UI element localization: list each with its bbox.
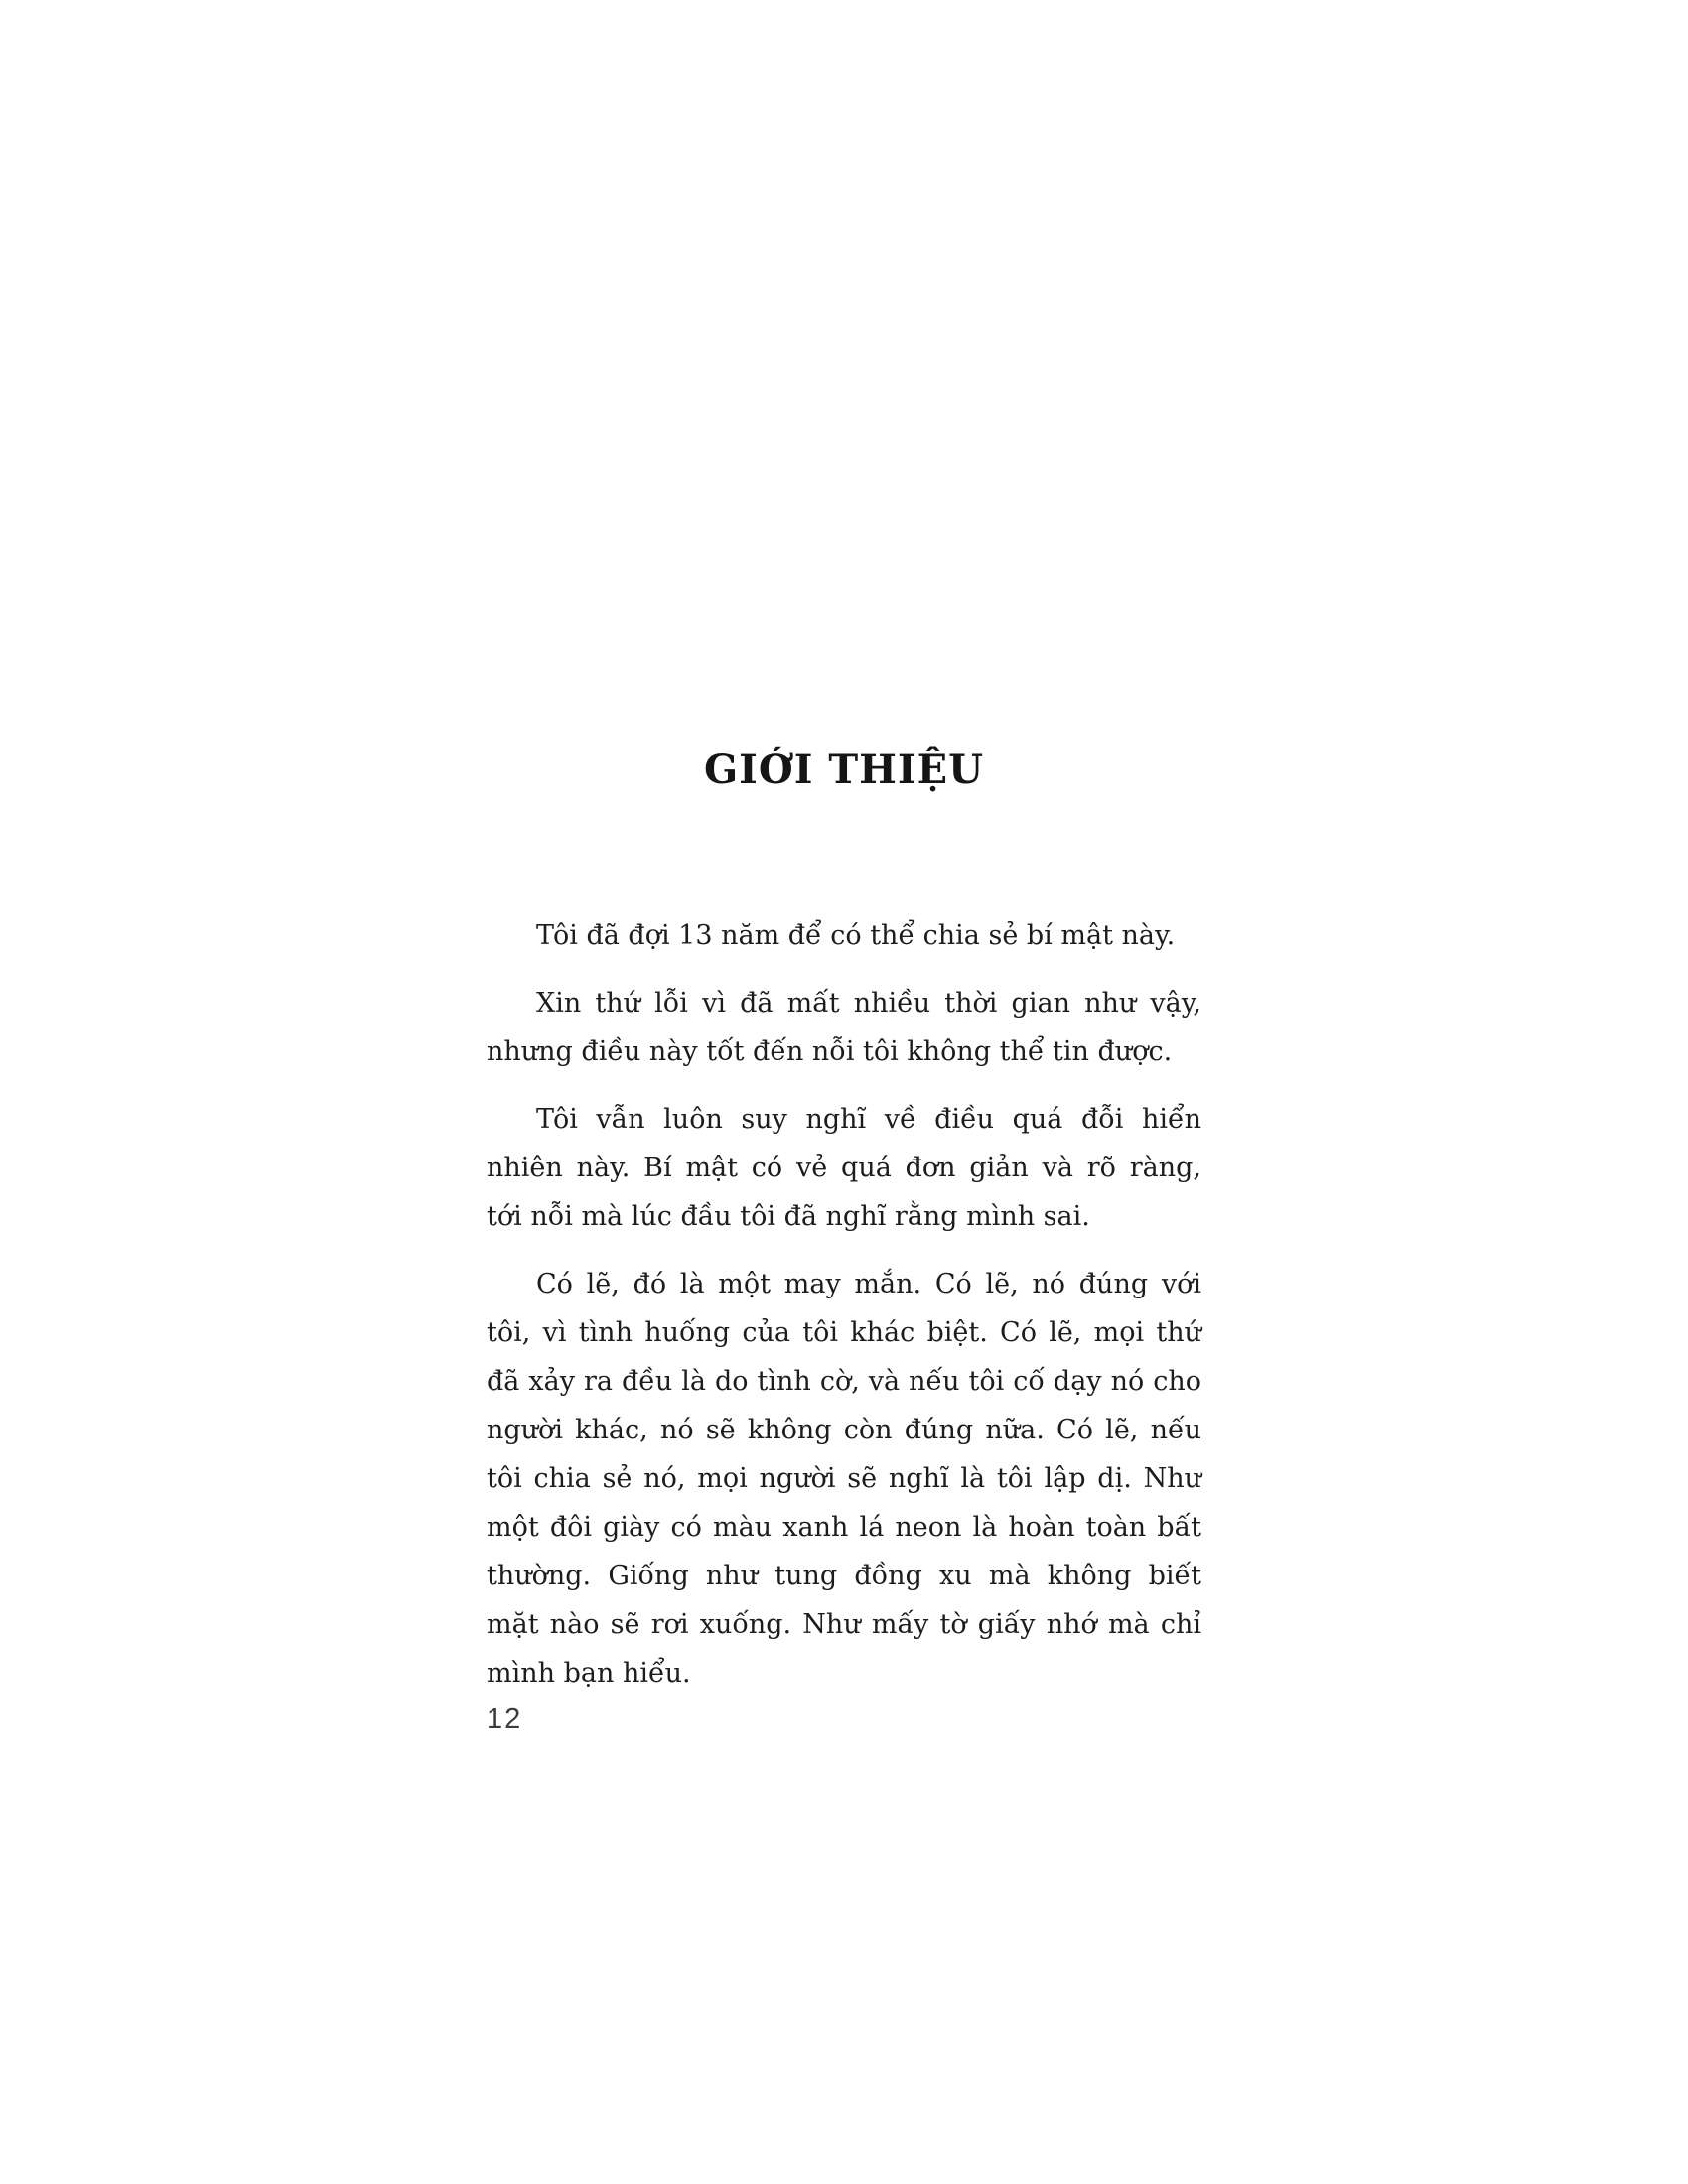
page-number: 12 [487,1704,523,1735]
text-line: mặt nào sẽ rơi xuống. Như mấy tờ giấy nhớ mà chỉ [487,1609,1201,1640]
text-line: mình bạn hiểu. [487,1658,691,1689]
text-line: Xin thứ lỗi vì đã mất nhiều thời gian như vậy, [536,988,1201,1019]
text-line: Tôi đã đợi 13 năm để có thể chia sẻ bí mật này. [536,920,1176,951]
body-text [487,911,1201,1698]
paragraph [487,1260,1201,1698]
text-line: tới nỗi mà lúc đầu tôi đã nghĩ rằng mình sai. [487,1201,1090,1232]
text-line: nhiên này. Bí mật có vẻ quá đơn giản và rõ ràng, [487,1153,1201,1183]
text-line: người khác, nó sẽ không còn đúng nữa. Có lẽ, nếu [487,1415,1201,1445]
paragraph [487,911,1201,960]
chapter-title: GIỚI THIỆU [704,747,984,793]
text-line: tôi chia sẻ nó, mọi người sẽ nghĩ là tôi lập dị. Như [487,1463,1201,1494]
text-line: tôi, vì tình huống của tôi khác biệt. Có lẽ, mọi thứ [487,1317,1201,1348]
text-line: đã xảy ra đều là do tình cờ, và nếu tôi cố dạy nó cho [487,1366,1201,1397]
text-line: nhưng điều này tốt đến nỗi tôi không thể tin được. [487,1036,1173,1067]
text-line: Tôi vẫn luôn suy nghĩ về điều quá đỗi hiển [536,1104,1201,1135]
paragraph [487,979,1201,1076]
text-line: một đôi giày có màu xanh lá neon là hoàn toàn bất [487,1512,1201,1543]
text-line: thường. Giống như tung đồng xu mà không biết [487,1561,1201,1591]
paragraph [487,1095,1201,1241]
text-line: Có lẽ, đó là một may mắn. Có lẽ, nó đúng với [536,1269,1201,1299]
